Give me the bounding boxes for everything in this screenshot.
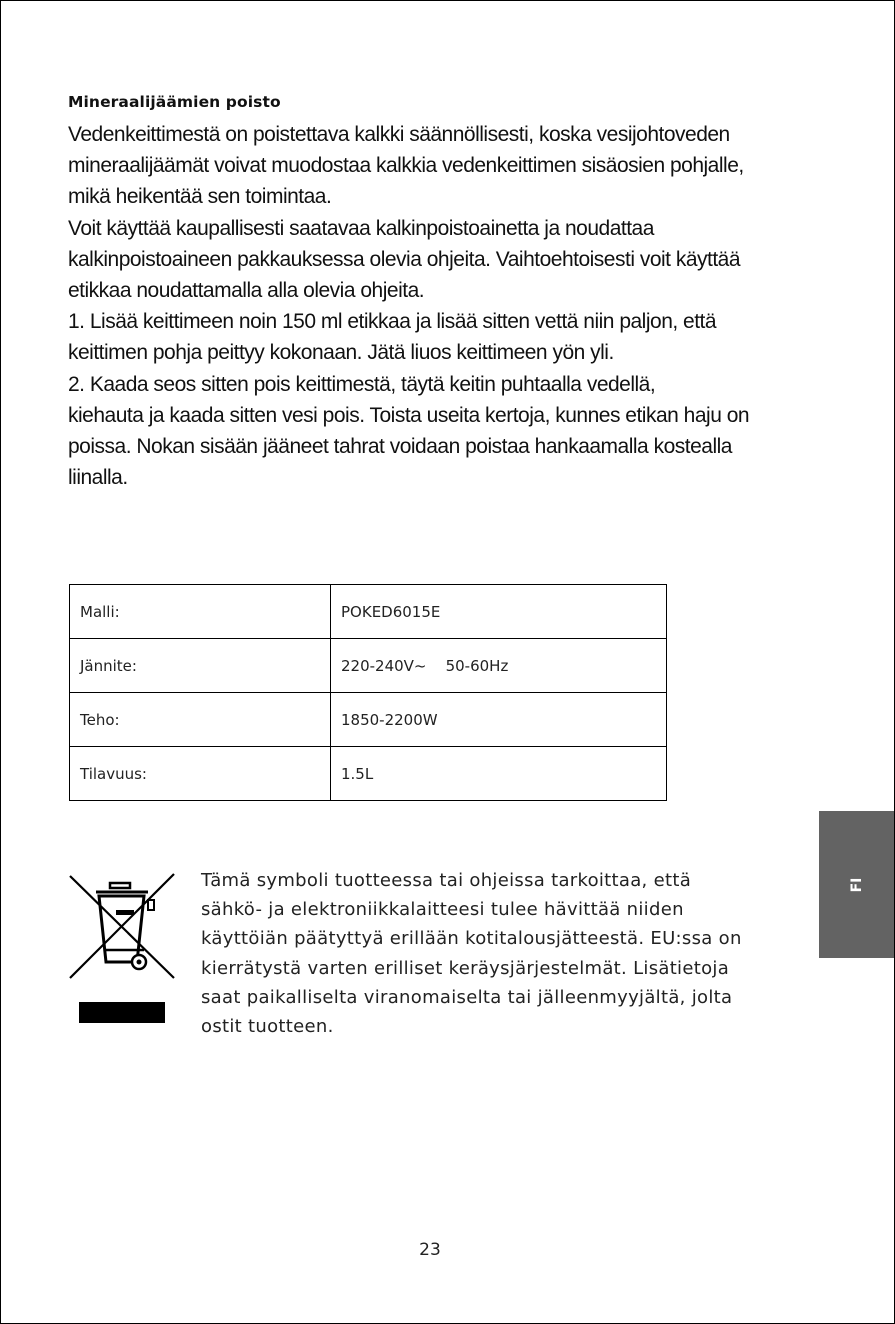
body-line: liinalla. [68,466,128,490]
body-line: keittimen pohja peittyy kokonaan. Jätä liuos keittimeen yön yli. [68,341,614,365]
descaling-instructions [68,119,838,493]
section-heading: Mineraalijäämien poisto [68,93,281,111]
body-line: Voit käyttää kaupallisesti saatavaa kalkinpoistoainetta ja noudattaa [68,216,654,240]
spec-label-capacity: Tilavuus: [70,747,331,801]
spec-label-power: Teho: [70,693,331,747]
body-line: poissa. Nokan sisään jääneet tahrat voidaan poistaa hankaamalla kostealla [68,435,732,459]
body-line: mikä heikentää sen toimintaa. [68,185,332,209]
spec-label-model: Malli: [70,585,331,639]
body-line: 2. Kaada seos sitten pois keittimestä, täytä keitin puhtaalla vedellä, [68,372,656,396]
table-row [70,639,667,693]
spec-value-model: POKED6015E [331,585,667,639]
disposal-line: kierrätystä varten erilliset keräysjärjestelmät. Lisätietoja [201,957,730,979]
body-line: 1. Lisää keittimeen noin 150 ml etikkaa ja lisää sitten vettä niin paljon, että [68,310,717,334]
disposal-line: käyttöiän päätyttyä erillään kotitalousjätteestä. EU:ssa on [201,928,742,950]
specifications-table [69,584,667,801]
spec-label-voltage: Jännite: [70,639,331,693]
disposal-notice [201,866,801,1041]
disposal-line: Tämä symboli tuotteessa tai ohjeissa tarkoittaa, että [201,870,692,891]
disposal-line: ostit tuotteen. [201,1016,334,1038]
body-line: kiehauta ja kaada sitten vesi pois. Toista useita kertoja, kunnes etikan haju on [68,403,750,427]
page-number: 23 [419,1240,441,1260]
disposal-line: saat paikalliselta viranomaiselta tai jälleenmyyjältä, jolta [201,986,733,1008]
body-line: etikkaa noudattamalla alla olevia ohjeita. [68,279,425,303]
disposal-line: sähkö- ja elektroniikkalaitteesi tulee hävittää niiden [201,899,684,921]
spec-value-capacity: 1.5L [331,747,667,801]
language-tab [819,811,894,958]
body-line: mineraalijäämät voivat muodostaa kalkkia vedenkeittimen sisäosien pohjalle, [68,154,744,178]
language-tab-label: FI [848,877,865,892]
body-line: kalkinpoistoaineen pakkauksessa olevia ohjeita. Vaihtoehtoisesti voit käyttää [68,247,741,271]
body-line: Vedenkeittimestä on poistettava kalkki säännöllisesti, koska vesijohtoveden [68,123,730,146]
crossed-out-wheelie-bin-icon [66,870,178,1030]
table-row [70,747,667,801]
spec-value-power: 1850-2200W [331,693,667,747]
table-row [70,693,667,747]
table-row [70,585,667,639]
spec-value-voltage: 220-240V~ 50-60Hz [331,639,667,693]
